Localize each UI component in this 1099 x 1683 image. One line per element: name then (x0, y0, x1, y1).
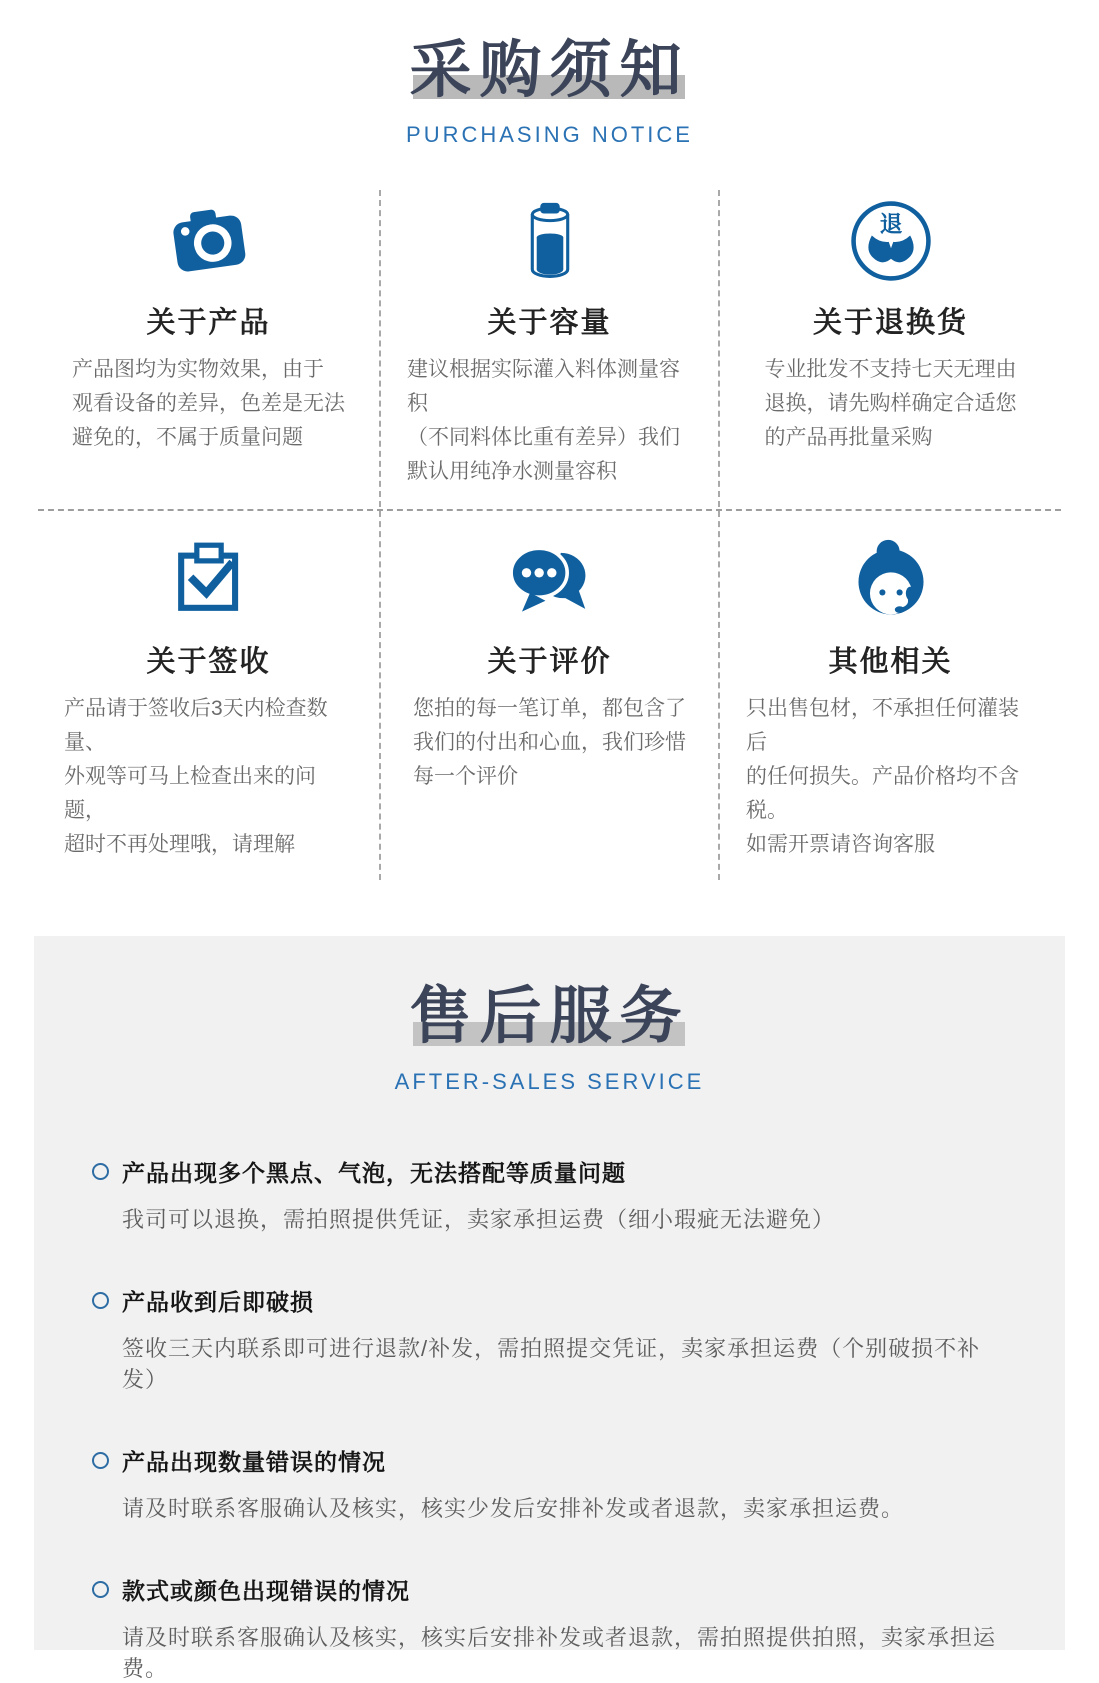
point-description: 我司可以退换，需拍照提供凭证，卖家承担运费（细小瑕疵无法避免） (122, 1206, 836, 1232)
text-line: 产品请于签收后3天内检查数量、 (64, 697, 328, 755)
bottle-capacity-icon (407, 194, 692, 288)
service-point-damage (92, 1284, 1007, 1394)
notice-item-text (413, 692, 686, 794)
circle-bullet-icon (92, 1452, 109, 1469)
point-title: 产品收到后即破损 (122, 1288, 314, 1315)
notice-item-capacity (379, 190, 720, 507)
text-line: 每一个评价 (413, 765, 518, 789)
purchasing-notice-header (0, 36, 1099, 148)
point-title-row (92, 1444, 1007, 1477)
notice-item-heading: 关于产品 (146, 307, 271, 340)
text-line: 您拍的每一笔订单，都包含了 (413, 697, 686, 721)
point-title-row (92, 1573, 1007, 1606)
clipboard-check-icon (64, 533, 353, 627)
point-description: 请及时联系客服确认及核实，核实少发后安排补发或者退款，卖家承担运费。 (122, 1495, 905, 1521)
text-line: 的产品再批量采购 (764, 426, 933, 450)
notice-item-heading: 关于签收 (146, 646, 271, 679)
notice-item-heading: 关于容量 (487, 307, 612, 340)
service-point-quantity (92, 1444, 1007, 1523)
purchasing-notice-title: 采购须知 (409, 36, 690, 105)
text-line: 外观等可马上检查出来的问题， (64, 765, 316, 823)
after-sales-title: 售后服务 (409, 982, 690, 1052)
camera-icon (64, 194, 353, 288)
service-point-style-color (92, 1573, 1007, 1683)
point-title-row (92, 1155, 1007, 1188)
notice-item-heading: 其他相关 (828, 646, 953, 679)
notice-item-other (720, 511, 1061, 880)
text-line: 超时不再处理哦，请理解 (64, 833, 295, 857)
title-wrap (409, 36, 689, 105)
point-title: 款式或颜色出现错误的情况 (122, 1577, 410, 1604)
notice-grid-row-2 (38, 511, 1061, 880)
notice-item-text (72, 353, 345, 455)
after-sales-header (34, 982, 1065, 1094)
point-description: 请及时联系客服确认及核实，核实后安排补发或者退款，需拍照提供拍照，卖家承担运费。 (122, 1624, 997, 1681)
return-hands-icon (746, 194, 1035, 288)
purchasing-notice-subtitle: PURCHASING NOTICE (406, 122, 693, 148)
text-line: 默认用纯净水测量容积 (407, 460, 617, 484)
text-line: 只出售包材，不承担任何灌装后 (746, 697, 1019, 755)
text-line: 专业批发不支持七天无理由 (764, 358, 1017, 382)
point-title: 产品出现数量错误的情况 (122, 1448, 386, 1475)
notice-item-product (38, 190, 379, 507)
text-line: 避免的，不属于质量问题 (72, 426, 303, 450)
text-line: 退换，请先购样确定合适您 (764, 392, 1017, 416)
text-line: （不同料体比重有差异）我们 (407, 426, 680, 450)
customer-service-icon (746, 533, 1035, 627)
point-title: 产品出现多个黑点、气泡，无法搭配等质量问题 (122, 1159, 626, 1186)
text-line: 产品图均为实物效果，由于 (72, 358, 324, 382)
notice-item-reviews (379, 511, 720, 880)
after-sales-section (34, 936, 1065, 1681)
circle-bullet-icon (92, 1163, 109, 1180)
notice-item-receiving (38, 511, 379, 880)
notice-item-text (746, 692, 1035, 862)
return-char: 退 (879, 211, 902, 238)
point-title-row (92, 1284, 1007, 1317)
notice-grid (38, 190, 1061, 880)
service-points-list (92, 1155, 1007, 1683)
point-description: 签收三天内联系即可进行退款/补发，需拍照提交凭证，卖家承担运费（个别破损不补发） (122, 1335, 981, 1392)
circle-bullet-icon (92, 1581, 109, 1598)
after-sales-subtitle: AFTER-SALES SERVICE (394, 1068, 705, 1094)
notice-item-heading: 关于退换货 (812, 307, 968, 340)
notice-item-heading: 关于评价 (487, 646, 612, 679)
text-line: 建议根据实际灌入料体测量容积 (407, 358, 680, 416)
notice-item-returns (720, 190, 1061, 507)
text-line: 我们的付出和心血，我们珍惜 (413, 731, 686, 755)
text-line: 的任何损失。产品价格均不含税。 (746, 765, 1019, 823)
title-wrap (409, 982, 689, 1051)
circle-bullet-icon (92, 1292, 109, 1309)
text-line: 观看设备的差异，色差是无法 (72, 392, 345, 416)
text-line: 如需开票请咨询客服 (746, 833, 935, 857)
notice-item-text (765, 353, 1017, 455)
notice-grid-row-1 (38, 190, 1061, 507)
notice-item-text (64, 692, 353, 862)
notice-item-text (407, 353, 692, 489)
service-point-quality (92, 1155, 1007, 1234)
chat-bubbles-icon (407, 533, 692, 627)
